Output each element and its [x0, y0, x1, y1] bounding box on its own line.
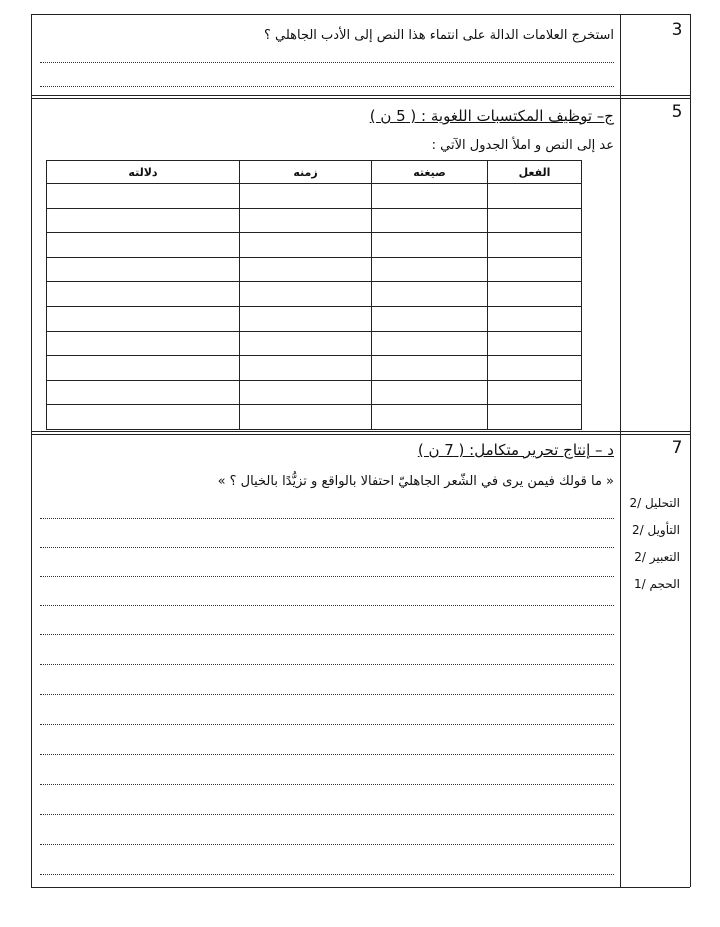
- table-row: [47, 306, 582, 331]
- frame-top-line: [31, 14, 690, 15]
- column-divider: [620, 14, 621, 887]
- criterion-volume: الحجم /1: [634, 577, 680, 591]
- table-row: [47, 184, 582, 209]
- table-cell[interactable]: [372, 282, 488, 307]
- frame-left-line: [31, 14, 32, 887]
- table-cell[interactable]: [47, 356, 240, 381]
- answer-line[interactable]: [40, 62, 614, 63]
- table-cell[interactable]: [372, 306, 488, 331]
- table-cell[interactable]: [372, 208, 488, 233]
- table-cell[interactable]: [372, 184, 488, 209]
- section5-title: ج– توظيف المكتسبات اللغوية : ( 5 ن ): [369, 107, 614, 125]
- table-cell[interactable]: [47, 208, 240, 233]
- table-row: [47, 405, 582, 430]
- table-cell[interactable]: [488, 356, 582, 381]
- answer-line[interactable]: [40, 724, 614, 725]
- answer-line[interactable]: [40, 844, 614, 845]
- section7-prompt: « ما قولك فيمن يرى في الشّعر الجاهليّ احتفالا بالواقع و تزيُّدًا بالخيال ؟ »: [217, 474, 614, 489]
- row-divider-3-5b: [31, 98, 690, 99]
- answer-line[interactable]: [40, 605, 614, 606]
- table-cell[interactable]: [240, 331, 372, 356]
- section3-question: استخرج العلامات الدالة على انتماء هذا النص إلى الأدب الجاهلي ؟: [263, 28, 614, 43]
- section-number-7: 7: [671, 438, 683, 458]
- table-cell[interactable]: [240, 282, 372, 307]
- table-cell[interactable]: [47, 282, 240, 307]
- table-cell[interactable]: [240, 306, 372, 331]
- table-cell[interactable]: [47, 306, 240, 331]
- table-cell[interactable]: [372, 380, 488, 405]
- answer-line[interactable]: [40, 518, 614, 519]
- table-cell[interactable]: [240, 257, 372, 282]
- table-cell[interactable]: [372, 356, 488, 381]
- criterion-analysis: التحليل /2: [629, 496, 680, 510]
- row-divider-5-7b: [31, 434, 690, 435]
- table-cell[interactable]: [47, 380, 240, 405]
- frame-bottom-line: [31, 887, 690, 888]
- table-cell[interactable]: [372, 405, 488, 430]
- table-header-tense: زمنه: [240, 161, 372, 184]
- table-cell[interactable]: [240, 184, 372, 209]
- section-number-5: 5: [671, 102, 683, 122]
- row-divider-3-5: [31, 95, 690, 96]
- table-cell[interactable]: [488, 331, 582, 356]
- table-row: [47, 233, 582, 258]
- criterion-interpretation: التأويل /2: [632, 523, 680, 537]
- table-row: [47, 356, 582, 381]
- table-header-verb: الفعل: [488, 161, 582, 184]
- section7-title: د – إنتاج تحرير متكامل: ( 7 ن ): [417, 441, 614, 459]
- table-cell[interactable]: [372, 331, 488, 356]
- row-divider-5-7: [31, 431, 690, 432]
- answer-line[interactable]: [40, 814, 614, 815]
- answer-line[interactable]: [40, 634, 614, 635]
- table-cell[interactable]: [240, 233, 372, 258]
- table-header-row: [47, 161, 582, 184]
- answer-line[interactable]: [40, 874, 614, 875]
- table-cell[interactable]: [488, 208, 582, 233]
- answer-line[interactable]: [40, 784, 614, 785]
- answer-line[interactable]: [40, 664, 614, 665]
- table-cell[interactable]: [47, 233, 240, 258]
- table-cell[interactable]: [240, 380, 372, 405]
- table-row: [47, 257, 582, 282]
- answer-line[interactable]: [40, 694, 614, 695]
- table-cell[interactable]: [47, 257, 240, 282]
- answer-line[interactable]: [40, 547, 614, 548]
- table-cell[interactable]: [240, 405, 372, 430]
- table-row: [47, 380, 582, 405]
- table-cell[interactable]: [488, 282, 582, 307]
- answer-line[interactable]: [40, 754, 614, 755]
- table-cell[interactable]: [488, 257, 582, 282]
- table-row: [47, 282, 582, 307]
- table-cell[interactable]: [47, 331, 240, 356]
- criterion-expression: التعبير /2: [634, 550, 680, 564]
- table-header-form: صيغته: [372, 161, 488, 184]
- table-cell[interactable]: [488, 306, 582, 331]
- answer-line[interactable]: [40, 576, 614, 577]
- table-cell[interactable]: [488, 184, 582, 209]
- table-cell[interactable]: [47, 184, 240, 209]
- section-number-3: 3: [671, 20, 683, 40]
- answer-line[interactable]: [40, 86, 614, 87]
- table-cell[interactable]: [372, 257, 488, 282]
- table-row: [47, 331, 582, 356]
- table-cell[interactable]: [240, 356, 372, 381]
- verbs-table: [46, 160, 582, 430]
- table-cell[interactable]: [47, 405, 240, 430]
- table-cell[interactable]: [372, 233, 488, 258]
- table-cell[interactable]: [240, 208, 372, 233]
- table-cell[interactable]: [488, 380, 582, 405]
- table-row: [47, 208, 582, 233]
- section5-instruction: عد إلى النص و املأ الجدول الآتي :: [431, 138, 614, 153]
- table-header-meaning: دلالته: [47, 161, 240, 184]
- table-cell[interactable]: [488, 405, 582, 430]
- table-cell[interactable]: [488, 233, 582, 258]
